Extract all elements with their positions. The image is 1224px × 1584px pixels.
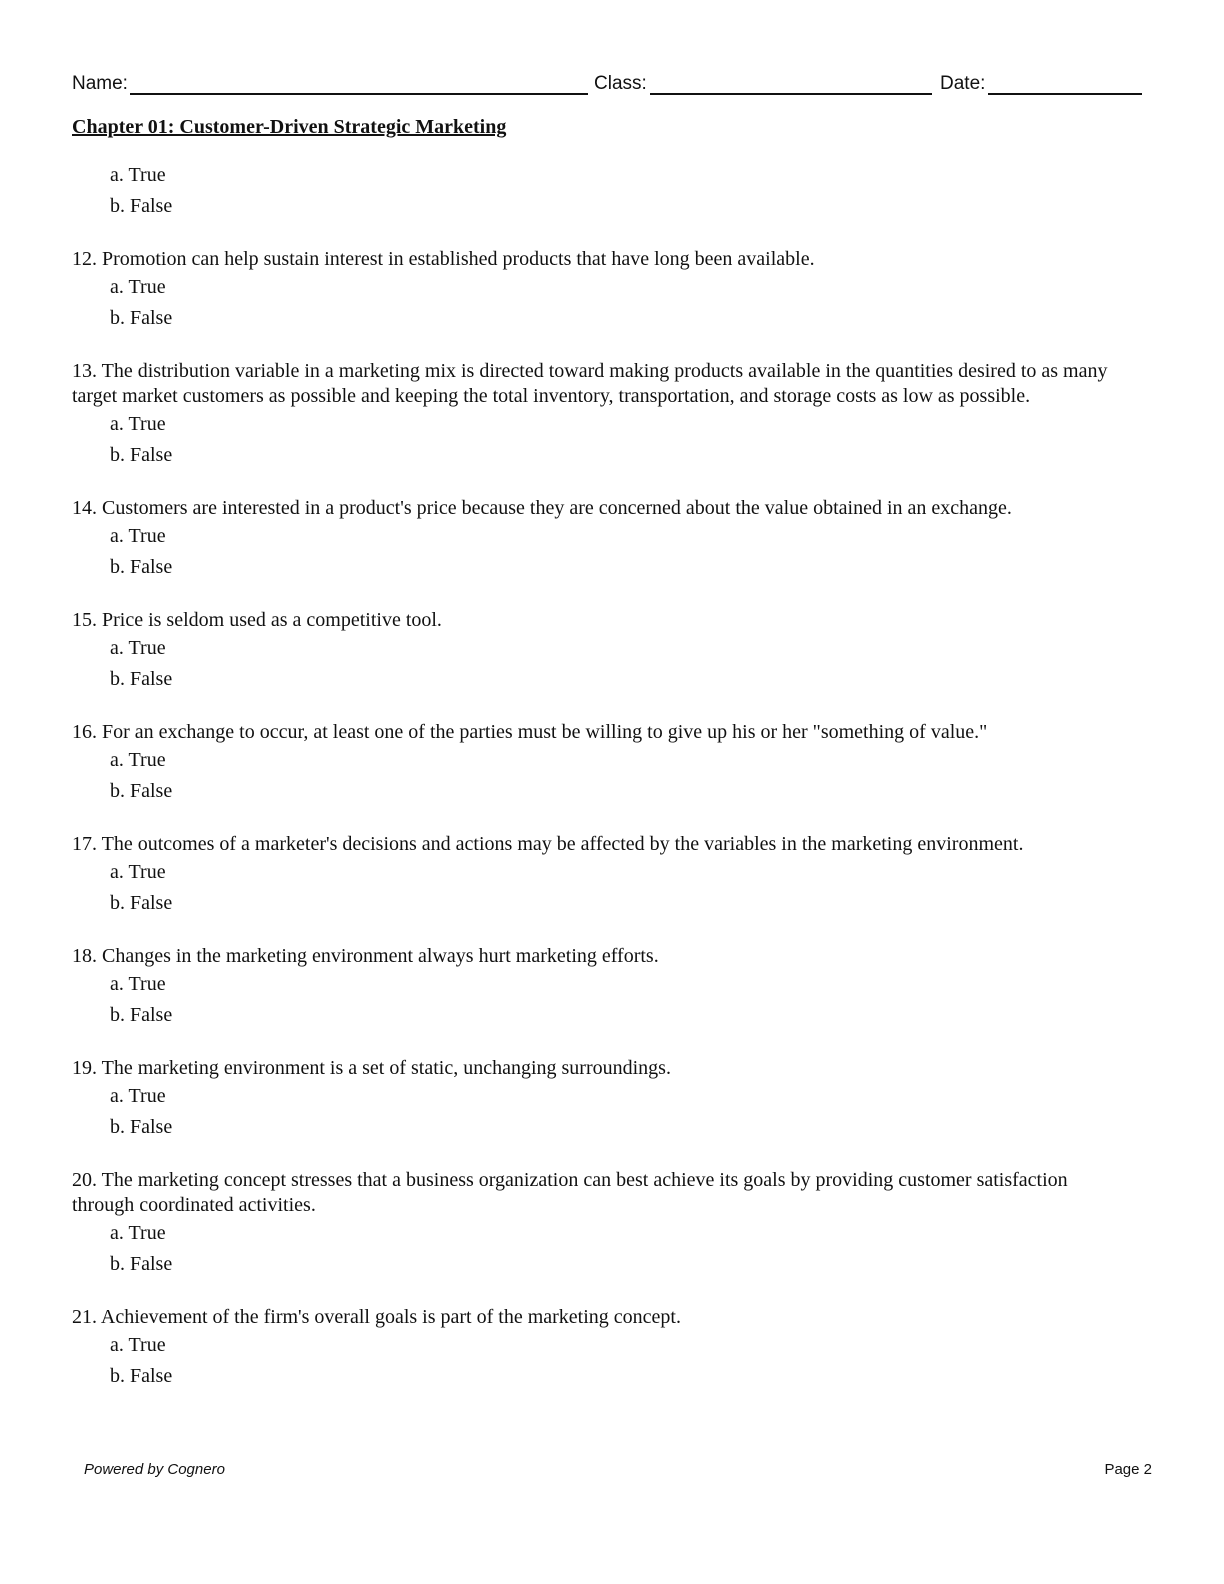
question-21: [72, 1305, 1132, 1392]
option-false[interactable]: b. False: [110, 892, 173, 914]
option-false[interactable]: b. False: [110, 556, 173, 578]
option-false[interactable]: b. False: [110, 1116, 173, 1138]
option-false[interactable]: b. False: [110, 444, 173, 466]
powered-by-footer: Powered by Cognero: [84, 1461, 225, 1478]
page-number: Page 2: [1104, 1461, 1152, 1478]
name-label: Name:: [72, 73, 128, 94]
question-16: [72, 720, 1132, 807]
option-true[interactable]: a. True: [110, 637, 166, 659]
question-text: 17. The outcomes of a marketer's decisions and actions may be affected by the variables in the marketing environment.: [72, 833, 1024, 855]
option-true[interactable]: a. True: [110, 525, 166, 547]
option-true[interactable]: a. True: [110, 861, 166, 883]
option-false[interactable]: b. False: [110, 1365, 173, 1387]
option-false[interactable]: b. False: [110, 1004, 173, 1026]
option-true[interactable]: a. True: [110, 164, 166, 186]
question-20: [72, 1168, 1132, 1280]
question-text: 21. Achievement of the firm's overall goals is part of the marketing concept.: [72, 1306, 681, 1328]
question-text: 16. For an exchange to occur, at least one of the parties must be willing to give up his or her "something of value.": [72, 721, 988, 743]
question-text: 19. The marketing environment is a set of static, unchanging surroundings.: [72, 1057, 671, 1079]
question-list: [72, 160, 1132, 1392]
option-true[interactable]: a. True: [110, 413, 166, 435]
student-info-header: [72, 72, 1144, 96]
date-blank-line: [988, 93, 1142, 95]
class-blank-line: [650, 93, 932, 95]
question-19: [72, 1056, 1132, 1143]
option-true[interactable]: a. True: [110, 1222, 166, 1244]
option-false[interactable]: b. False: [110, 195, 173, 217]
question-13: [72, 359, 1132, 471]
date-label: Date:: [940, 73, 986, 94]
option-false[interactable]: b. False: [110, 307, 173, 329]
question-text: 12. Promotion can help sustain interest in established products that have long been available.: [72, 248, 815, 270]
option-false[interactable]: b. False: [110, 1253, 173, 1275]
name-blank-line: [130, 93, 588, 95]
option-false[interactable]: b. False: [110, 668, 173, 690]
option-true[interactable]: a. True: [110, 276, 166, 298]
question-12: [72, 247, 1132, 334]
option-true[interactable]: a. True: [110, 973, 166, 995]
option-true[interactable]: a. True: [110, 749, 166, 771]
question-text: 18. Changes in the marketing environment always hurt marketing efforts.: [72, 945, 659, 967]
question-14: [72, 496, 1132, 583]
option-true[interactable]: a. True: [110, 1334, 166, 1356]
question-text: 20. The marketing concept stresses that a business organization can best achieve its goals by providing customer satisfaction through coordinated activities.: [72, 1169, 1068, 1216]
question-text: 13. The distribution variable in a marketing mix is directed toward making products available in the quantities desired to as many target market customers as possible and keeping the total inventory, transportation, and storage costs as low as possible.: [72, 360, 1108, 407]
question-text: 15. Price is seldom used as a competitive tool.: [72, 609, 442, 631]
option-true[interactable]: a. True: [110, 1085, 166, 1107]
continued-question: [72, 160, 1132, 222]
question-15: [72, 608, 1132, 695]
option-false[interactable]: b. False: [110, 780, 173, 802]
chapter-title: Chapter 01: Customer-Driven Strategic Marketing: [72, 116, 507, 138]
question-17: [72, 832, 1132, 919]
question-text: 14. Customers are interested in a product's price because they are concerned about the value obtained in an exchange.: [72, 497, 1012, 519]
question-18: [72, 944, 1132, 1031]
class-label: Class:: [594, 73, 647, 94]
